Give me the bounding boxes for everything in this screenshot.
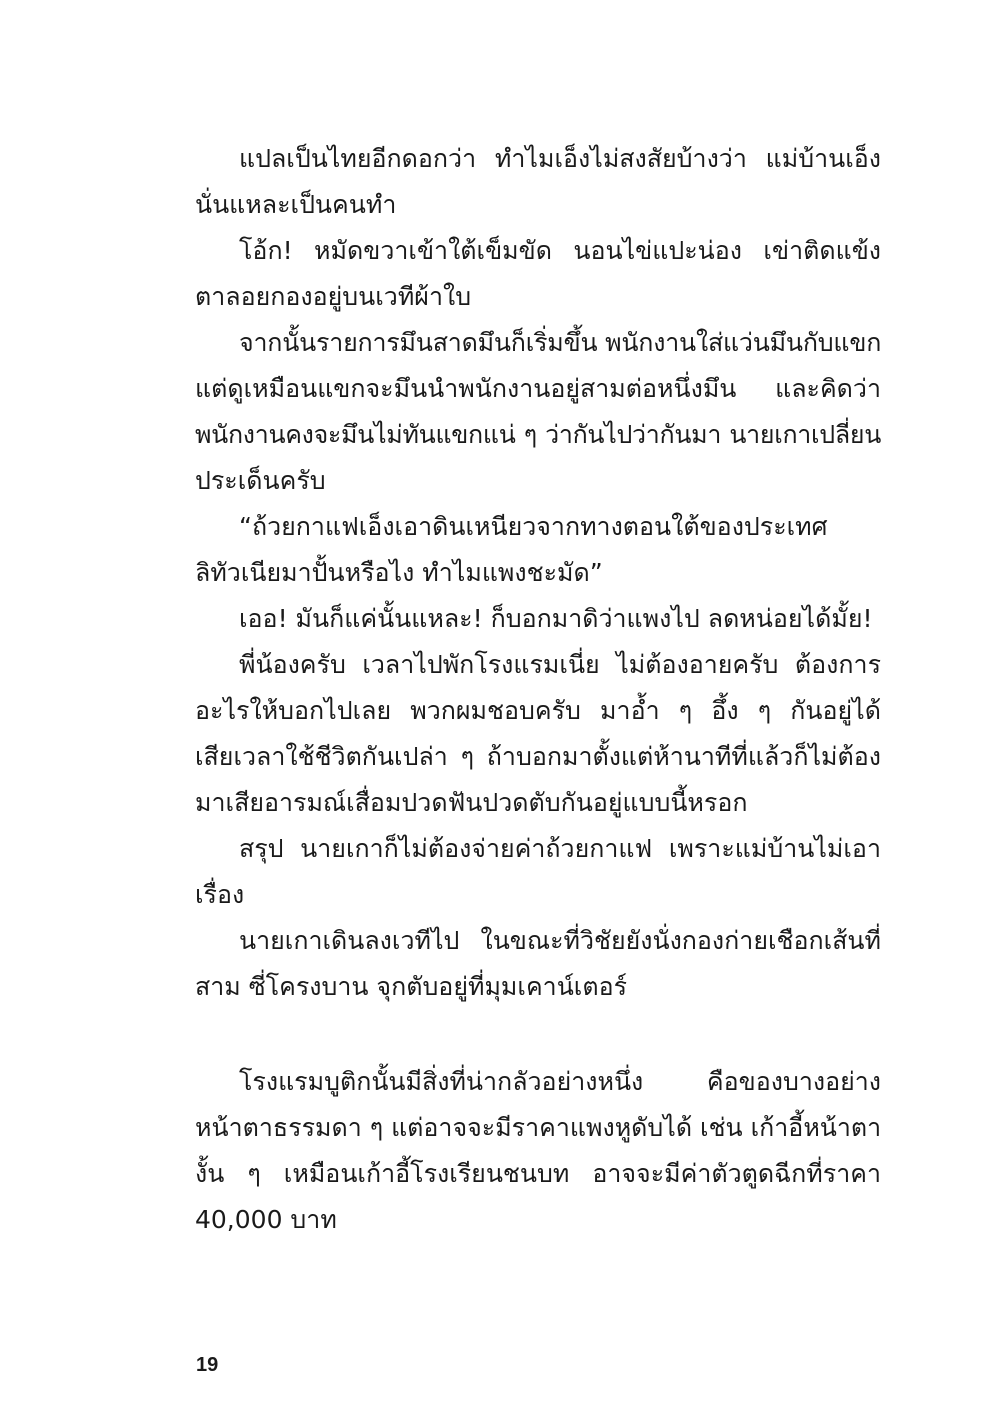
paragraph [195, 918, 881, 1010]
paragraph [195, 504, 881, 596]
text-line: “ถ้วยกาแฟเอ็งเอาดินเหนียวจากทางตอนใต้ของประเทศ [239, 512, 828, 541]
page-number: 19 [196, 1354, 219, 1376]
body-text [195, 136, 881, 1243]
text-line: งั้น ๆ เหมือนเก้าอี้โรงเรียนชนบท อาจจะมีค่าตัวตูดฉีกที่ราคา [195, 1159, 881, 1188]
text-line: มาเสียอารมณ์เสื่อมปวดฟันปวดตับกันอยู่แบบนี้หรอก [195, 788, 748, 817]
text-line: พนักงานคงจะมึนไม่ทันแขกแน่ ๆ ว่ากันไปว่ากันมา นายเกาเปลี่ยน [195, 420, 881, 449]
text-line: แต่ดูเหมือนแขกจะมึนนำพนักงานอยู่สามต่อหนึ่งมึน และคิดว่า [195, 374, 881, 403]
paragraph [195, 642, 881, 826]
text-line: ตาลอยกองอยู่บนเวทีผ้าใบ [195, 282, 472, 311]
text-line: ลิทัวเนียมาปั้นหรือไง ทำไมแพงชะมัด” [195, 558, 603, 587]
section-break [195, 1010, 881, 1059]
text-line: นายเกาเดินลงเวทีไป ในขณะที่วิชัยยังนั่งกองก่ายเชือกเส้นที่ [239, 926, 881, 955]
text-line: นั่นแหละเป็นคนทำ [195, 190, 397, 219]
text-line: พี่น้องครับ เวลาไปพักโรงแรมเนี่ย ไม่ต้องอายครับ ต้องการ [239, 650, 881, 679]
text-line: เสียเวลาใช้ชีวิตกันเปล่า ๆ ถ้าบอกมาตั้งแต่ห้านาทีที่แล้วก็ไม่ต้อง [195, 742, 881, 771]
text-line: สรุป นายเกาก็ไม่ต้องจ่ายค่าถ้วยกาแฟ เพราะแม่บ้านไม่เอา [239, 834, 881, 863]
text-line: อะไรให้บอกไปเลย พวกผมชอบครับ มาอ้ำ ๆ อึ้ง ๆ กันอยู่ได้ [195, 696, 881, 725]
paragraph [195, 826, 881, 918]
paragraph [195, 228, 881, 320]
text-line: 40,000 บาท [195, 1205, 337, 1234]
paragraph [195, 320, 881, 504]
text-line: แปลเป็นไทยอีกดอกว่า ทำไมเอ็งไม่สงสัยบ้างว่า แม่บ้านเอ็ง [239, 144, 881, 173]
text-line: จากนั้นรายการมึนสาดมึนก็เริ่มขึ้น พนักงานใส่แว่นมึนกับแขก [239, 328, 882, 357]
text-line: ประเด็นครับ [195, 466, 326, 495]
text-line: โรงแรมบูติกนั้นมีสิ่งที่น่ากลัวอย่างหนึ่ง คือของบางอย่าง [239, 1067, 881, 1096]
text-line: หน้าตาธรรมดา ๆ แต่อาจจะมีราคาแพงหูดับได้ เช่น เก้าอี้หน้าตา [195, 1113, 882, 1142]
text-line: โอ้ก! หมัดขวาเข้าใต้เข็มขัด นอนไข่แปะน่อง เข่าติดแข้ง [239, 236, 881, 265]
text-line: เออ! มันก็แค่นั้นแหละ! ก็บอกมาดิว่าแพงไป ลดหน่อยได้มั้ย! [239, 604, 873, 633]
paragraph [195, 136, 881, 228]
text-line: สาม ซี่โครงบาน จุกตับอยู่ที่มุมเคาน์เตอร์ [195, 972, 628, 1001]
paragraph [195, 596, 881, 642]
paragraph [195, 1059, 881, 1243]
text-line: เรื่อง [195, 880, 245, 909]
